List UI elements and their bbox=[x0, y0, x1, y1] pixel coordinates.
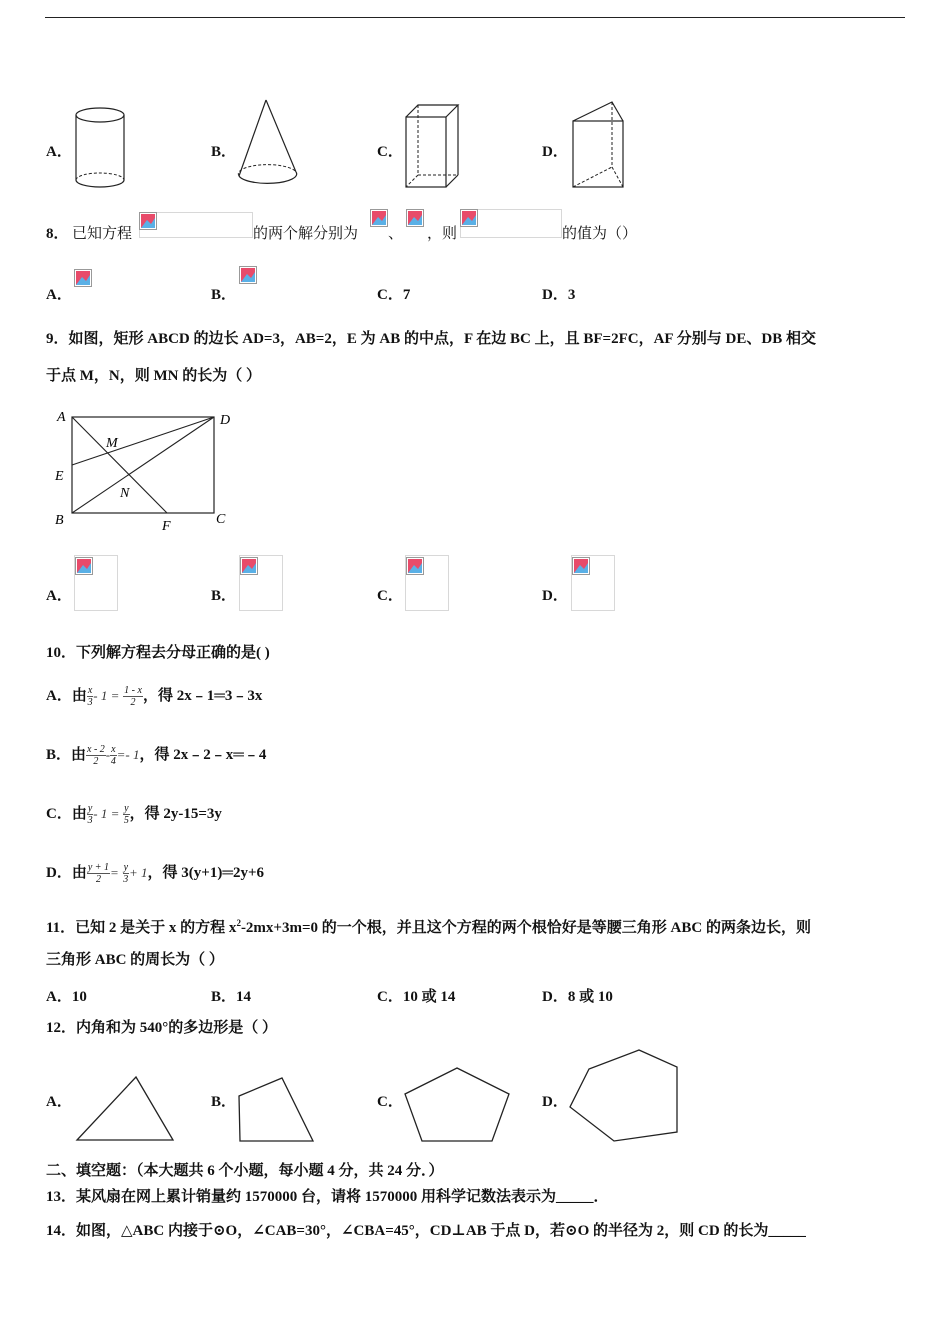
label-a: A bbox=[57, 410, 66, 425]
q8-option-b: B． bbox=[211, 287, 237, 303]
broken-image-icon bbox=[572, 557, 590, 575]
label-e: E bbox=[55, 469, 64, 484]
broken-image-icon bbox=[370, 209, 388, 227]
q8-text-4: ，则 bbox=[427, 226, 458, 242]
broken-image-icon bbox=[240, 557, 258, 575]
q10-option-d: D．由 $\frac{y + 1}{2}$ = $\frac{y}{3}$ + 1，得 3(y+1)═2y+6 bbox=[46, 862, 265, 885]
q9-option-a: A． bbox=[46, 588, 72, 604]
q10-option-a: A．由 $\frac{x}{3}$ - 1 = $\frac{1 - x}{2}$ ，得 2x﹣1═3﹣3x bbox=[46, 685, 263, 708]
q8-text-2: 的两个解分别为 bbox=[253, 226, 359, 242]
q11-line-2: 三角形 ABC 的周长为（ ） bbox=[46, 952, 224, 968]
q7-option-d: D． bbox=[542, 144, 568, 160]
section-2-heading: 二、填空题：（本大题共 6 个小题，每小题 4 分，共 24 分．） bbox=[46, 1163, 444, 1179]
broken-image-icon bbox=[139, 212, 157, 230]
rectangular-prism-figure bbox=[403, 101, 463, 191]
quadrilateral-figure bbox=[236, 1075, 316, 1145]
q8-text-1: 已知方程 bbox=[72, 226, 133, 242]
q11-line-1: 11．已知 2 是关于 x 的方程 $x^2-2mx+3m=0$ 的一个根，并且这个方程的两个根恰好是等腰三角形 ABC 的两条边长，则 bbox=[46, 918, 811, 936]
q10-title: 10．下列解方程去分母正确的是( ) bbox=[46, 645, 270, 661]
q9-option-c: C． bbox=[377, 588, 403, 604]
label-f: F bbox=[162, 519, 171, 534]
label-n: N bbox=[120, 486, 130, 501]
q7-option-c: C． bbox=[377, 144, 403, 160]
heptagon-figure bbox=[567, 1047, 681, 1145]
q8-option-a: A． bbox=[46, 287, 72, 303]
pentagon-figure bbox=[402, 1066, 512, 1144]
q7-option-a: A． bbox=[46, 144, 72, 160]
q12-title: 12．内角和为 540°的多边形是（ ） bbox=[46, 1020, 277, 1036]
label-d: D bbox=[220, 413, 231, 428]
broken-image-icon bbox=[74, 269, 92, 287]
q8-text-5: 的值为（） bbox=[562, 226, 638, 242]
broken-image-icon bbox=[239, 266, 257, 284]
q12-option-b: B． bbox=[211, 1094, 237, 1110]
broken-image-icon bbox=[460, 209, 478, 227]
broken-image-icon bbox=[75, 557, 93, 575]
q7-option-b: B． bbox=[211, 144, 237, 160]
rectangle-figure bbox=[50, 404, 240, 534]
cone-figure bbox=[236, 98, 300, 190]
triangular-prism-figure bbox=[570, 99, 628, 191]
cylinder-figure bbox=[72, 104, 130, 190]
q9-line-2: 于点 M，N，则 MN 的长为（ ） bbox=[46, 368, 261, 384]
label-c: C bbox=[216, 512, 226, 527]
q11-option-b: B．14 bbox=[211, 989, 252, 1005]
q11-option-a: A．10 bbox=[46, 989, 87, 1005]
q8-option-c: C．7 bbox=[377, 287, 411, 303]
q10-option-b: B．由 $\frac{x - 2}{2}$ - $\frac{x}{4}$ =- 1，得 2x﹣2﹣x═﹣4 bbox=[46, 744, 267, 767]
q11-option-d: D．8 或 10 bbox=[542, 989, 613, 1005]
q8-number: 8． bbox=[46, 226, 69, 242]
q10-option-c: C．由 $\frac{y}{3}$ - 1 = $\frac{y}{5}$ ，得 2y-15=3y bbox=[46, 803, 222, 826]
q8-text-3: 、 bbox=[388, 226, 404, 242]
q9-line-1: 9．如图，矩形 ABCD 的边长 AD=3，AB=2，E 为 AB 的中点，F 在边 BC 上，且 BF=2FC，AF 分别与 DE、DB 相交 bbox=[46, 331, 816, 347]
triangle-figure bbox=[74, 1074, 176, 1144]
q14-text: 14．如图，△ABC 内接于⊙O，∠CAB=30°，∠CBA=45°，CD⊥AB 于点 D，若⊙O 的半径为 2，则 CD 的长为_____ bbox=[46, 1223, 806, 1239]
broken-image-icon bbox=[406, 557, 424, 575]
q11-option-c: C．10 或 14 bbox=[377, 989, 456, 1005]
q13-text: 13．某风扇在网上累计销量约 1570000 台，请将 1570000 用科学记数法表示为_____． bbox=[46, 1189, 609, 1205]
q9-option-d: D． bbox=[542, 588, 568, 604]
broken-image-icon bbox=[406, 209, 424, 227]
q12-option-d: D． bbox=[542, 1094, 568, 1110]
q9-option-b: B． bbox=[211, 588, 237, 604]
q8-option-d: D．3 bbox=[542, 287, 576, 303]
top-rule bbox=[45, 17, 905, 18]
label-m: M bbox=[106, 436, 118, 451]
q12-option-a: A． bbox=[46, 1094, 72, 1110]
label-b: B bbox=[55, 513, 64, 528]
q12-option-c: C． bbox=[377, 1094, 403, 1110]
